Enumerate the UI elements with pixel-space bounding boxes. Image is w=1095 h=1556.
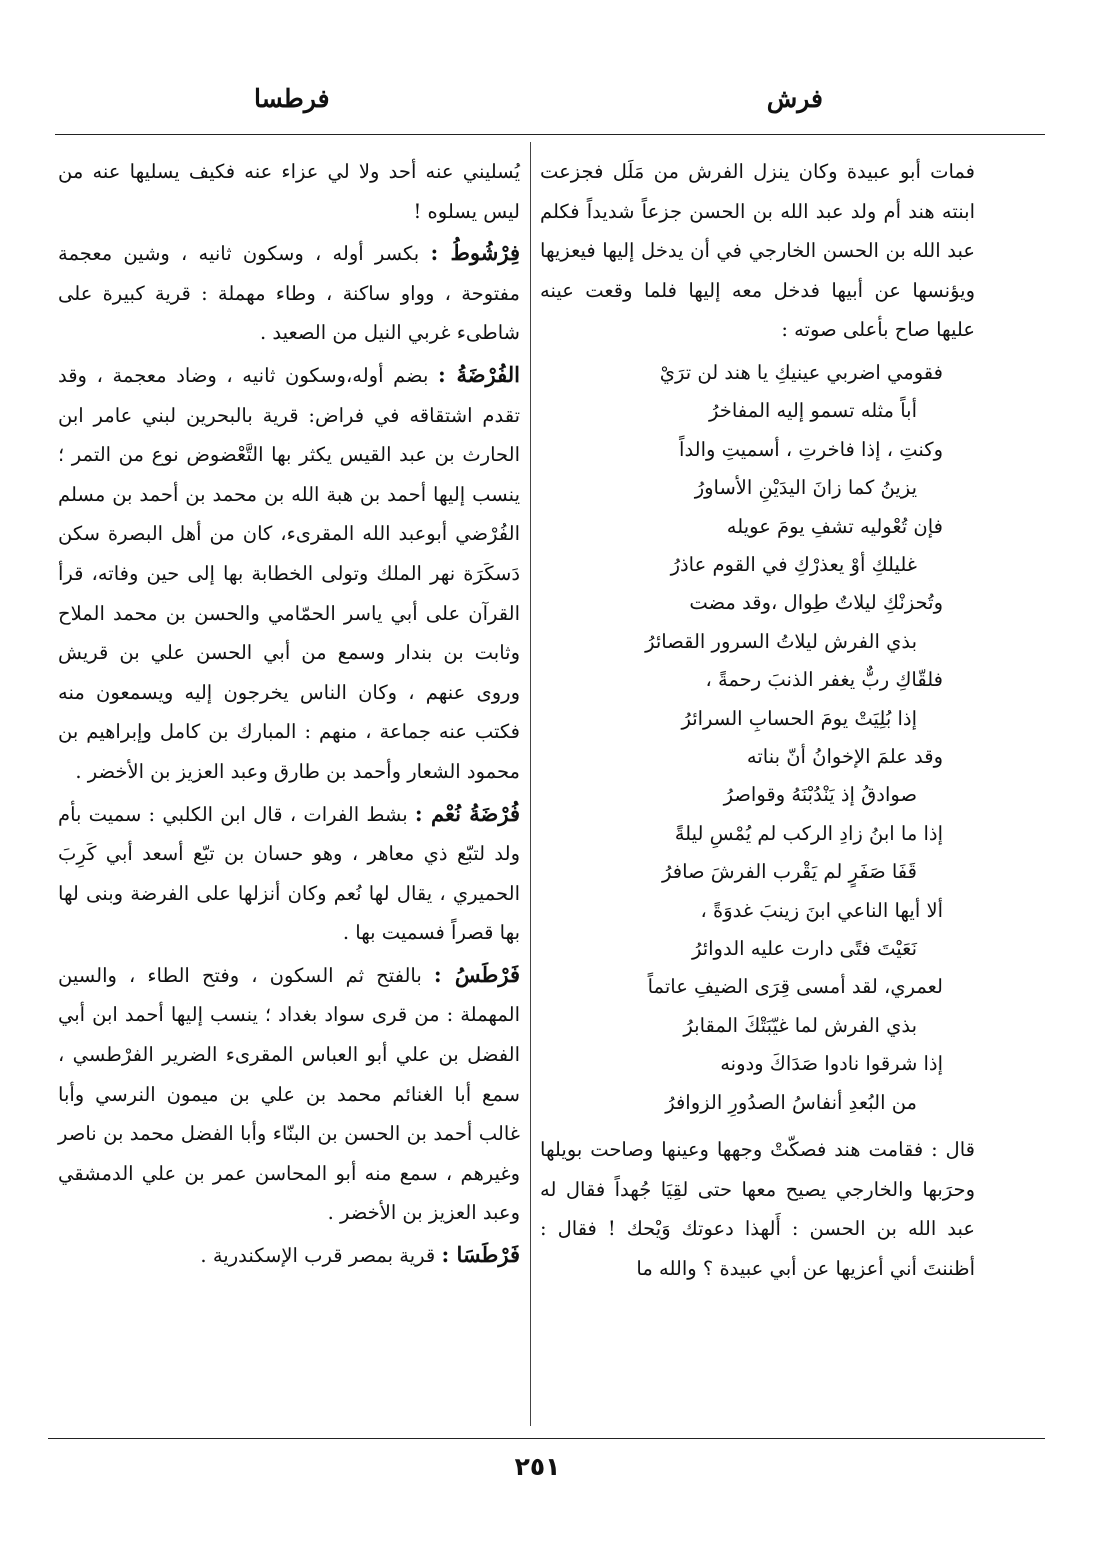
entry-fartasa (58, 1235, 520, 1276)
verse-second-hemistich: بذي الفرش ليلاتُ السرور القصائرُ (645, 629, 917, 653)
entry-firshut (58, 233, 520, 353)
running-head-right: فرش (766, 84, 823, 113)
poem (540, 354, 975, 1122)
verse-first-hemistich: ألا أيها الناعي ابنَ زينبَ غدوَةً ، (700, 898, 943, 922)
verse-first-hemistich: فلقّاكِ ربٌّ يغفر الذنبَ رحمةً ، (705, 668, 943, 692)
page-number: ٢٥١ (514, 1452, 561, 1481)
entry-headword: الفُرْضَةُ : (438, 361, 520, 387)
entry-fartas (58, 955, 520, 1233)
entry-text: بضم أوله،وسكون ثانيه ، وضاد معجمة ، وقد تقدم اشتقاقه في فراض: قرية بالبحرين لبني عامر ابن الحارث بن عبد القيس يكثر بها التَّعْضوض نوع من التمر ؛ ينسب إليها أحمد بن هبة الله بن محمد بن أحمد بن مسلم الفُرْضي أبوعبد الله المقرىء، كان من أهل البصرة سكن دَسكَرَة نهر الملك وتولى الخطابة بها إلى حين وفاته، قرأ القرآن على أبي ياسر الحمّامي والحسن بن محمد الملاح وثابت بن بندار وسمع من أبي الحسن علي بن قريش وروى عنهم ، وكان الناس يخرجون إليه ويسمعون منه فكتب عنه جماعة ، منهم : المبارك بن كامل وإبراهيم بن محمود الشعار وأحمد بن طارق وعبد العزيز بن الأخضر . (58, 363, 520, 783)
right-column-intro: فمات أبو عبيدة وكان ينزل الفرش من مَلَل فجزعت ابنته هند أم ولد عبد الله بن الحسن جزعاً شديداً فكلم عبد الله بن الحسن الخارجي في أن يدخل إليها فيعزيها ويؤنسها عن أبيها فدخل معه إليها فلما وقعت عينه عليها صاح بأعلى صوته : (540, 160, 975, 342)
verse-first-hemistich: لعمري، لقد أمسى قِرَى الضيفِ عاتماً (647, 975, 943, 999)
verse (540, 508, 975, 585)
verse-first-hemistich: إذا ما ابنُ زادِ الركب لم يُمْسِ ليلةً (674, 821, 943, 845)
entry-headword: فُرْضَةُ نُعْم : (414, 800, 520, 826)
entry-text: بالفتح ثم السكون ، وفتح الطاء ، والسين المهملة : من قرى سواد بغداد ؛ ينسب إليها أحمد ابن أبي الفضل بن علي أبو العباس المقرىء الضرير الفرْطسي ، سمع أبا الغنائم محمد بن علي بن ميمون النرسي وأبا غالب أحمد بن الحسن بن البنّاء وأبا الفضل محمد بن ناصر وغيرهم ، سمع منه أبو المحاسن عمر بن علي الدمشقي وعبد العزيز بن الأخضر . (58, 963, 520, 1225)
verse-second-hemistich: يزينُ كما زانَ اليدَيْنِ الأساورُ (694, 476, 917, 500)
verse-first-hemistich: وتُحزنْكِ ليلاتٌ طِوال ،وقد مضت (689, 591, 943, 615)
entry-headword: فَرْطَسُ : (433, 961, 520, 987)
verse (540, 584, 975, 661)
verse-second-hemistich: غليلكِ أوْ يعذرْكِ في القوم عاذرُ (670, 553, 917, 576)
entry-headword: فَرْطَسَا : (441, 1242, 520, 1268)
running-head-left: فرطسا (254, 84, 330, 113)
right-column (540, 152, 975, 1288)
verse (540, 738, 975, 815)
verse-first-hemistich: فقومي اضربي عينيكِ يا هند لن ترَيْ (659, 360, 943, 384)
entry-alfurda (58, 355, 520, 792)
verse (540, 1045, 975, 1122)
verse (540, 968, 975, 1045)
entry-text: بكسر أوله ، وسكون ثانيه ، وشين معجمة مفتوحة ، وواو ساكنة ، وطاء مهملة : قرية كبيرة على شاطىء غربي النيل من الصعيد . (58, 242, 520, 345)
verse (540, 431, 975, 508)
column-divider (530, 142, 531, 1426)
verse-second-hemistich: قَفَا صَفَرٍ لم يَقْرب الفرشَ صافرُ (662, 860, 917, 884)
right-column-outro: قال : فقامت هند فصكّتْ وجهها وعينها وصاحت بويلها وحرَبها والخارجي يصيح معها حتى لقِيَا جُهداً فقال له عبد الله بن الحسن : أَلهذا دعوتك وَيْحك ! فقال : أظننتَ أني أعزيها عن أبي عبيدة ؟ والله ما (540, 1138, 975, 1280)
entry-headword: فِرْشُوطُ : (430, 240, 520, 266)
entry-text: بشط الفرات ، قال ابن الكلبي : سميت بأم ولد لتبّع ذي معاهر ، وهو حسان بن تبّع أسعد أبي كَرِبَ الحميري ، يقال لها نُعم وكان أنزلها على الفرضة وبنى لها بها قصراً فسميت بها . (58, 802, 520, 945)
entry-text: قرية بمصر قرب الإسكندرية . (200, 1244, 442, 1268)
left-column-continuation: يُسليني عنه أحد ولا لي عزاء عنه فكيف يسليها عنه من ليس يسلوه ! (58, 160, 520, 223)
header-rule (55, 134, 1045, 135)
verse (540, 892, 975, 969)
verse (540, 815, 975, 892)
verse-first-hemistich: وكنتِ ، إذا فاخرتِ ، أسميتِ والداً (679, 437, 943, 461)
verse-second-hemistich: بذي الفرش لما غيّبَتْكَ المقابرُ (683, 1013, 917, 1037)
verse-first-hemistich: فإن تُعْوليه تشفِ يومَ عويله (726, 514, 943, 538)
verse-second-hemistich: من البُعدِ أنفاسُ الصدُورِ الزوافرُ (665, 1090, 917, 1114)
left-column (58, 152, 520, 1276)
verse (540, 661, 975, 738)
verse (540, 354, 975, 431)
verse-first-hemistich: إذا شرقوا نادوا صَدَاكَ ودونه (720, 1052, 943, 1076)
verse-second-hemistich: صوادقُ إذ يَنْدُبْنَهُ وقواصرُ (723, 783, 917, 807)
verse-second-hemistich: أباً مثله تسمو إليه المفاخرُ (709, 399, 917, 423)
verse-second-hemistich: إذا بُلِيَتْ يومَ الحسابِ السرائرُ (681, 706, 917, 730)
footer-rule (48, 1438, 1045, 1439)
verse-first-hemistich: وقد علمَ الإخوانُ أنّ بناته (746, 745, 943, 769)
entry-furdat-num (58, 794, 520, 953)
verse-second-hemistich: نَعَيْتَ فتًى دارت عليه الدوائرُ (691, 937, 917, 961)
